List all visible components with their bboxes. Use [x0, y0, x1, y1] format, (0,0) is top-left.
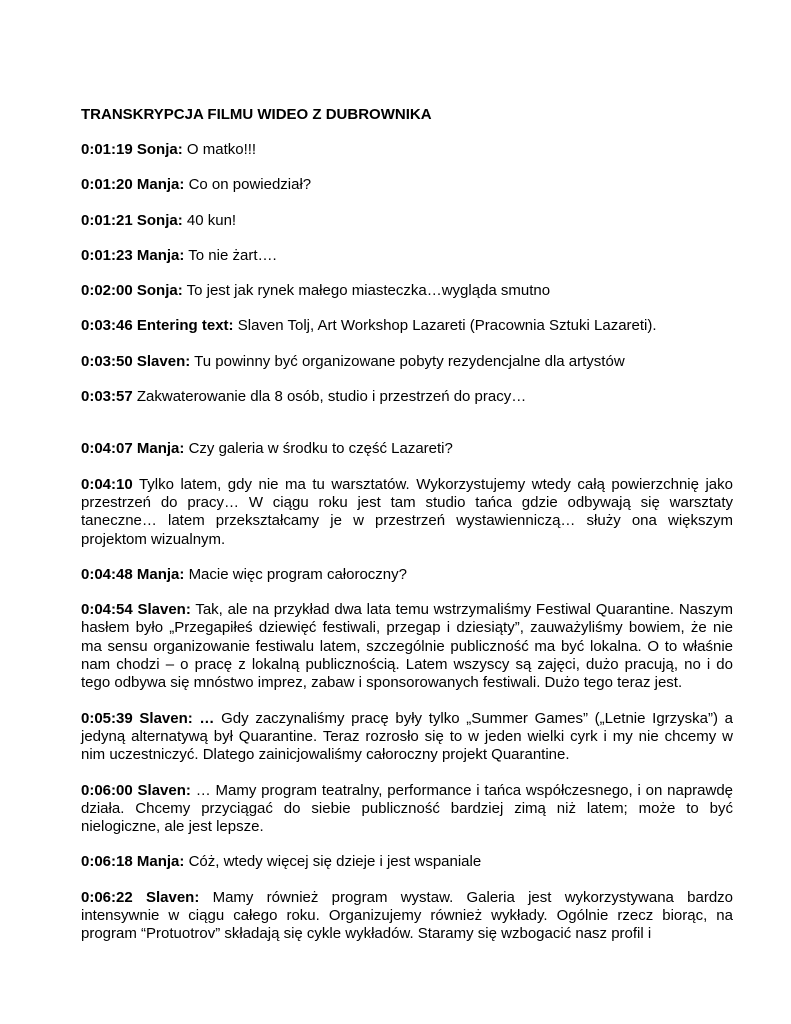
transcript-entry [81, 476, 733, 549]
speaker-name: Slaven: [137, 601, 191, 619]
transcript-entry [81, 176, 733, 194]
utterance-text: Mamy również program wystaw. Galeria jest wykorzystywana bardzo intensywnie w ciągu całego roku. Organizujemy również wykłady. Ogólnie rzecz biorąc, na program “Protuotrov” składają się cykle wykładów. Staramy się wzbogacić nasz profil i [81, 888, 734, 943]
transcript-entry [81, 388, 733, 406]
utterance-text: Tylko latem, gdy nie ma tu warsztatów. Wykorzystujemy wtedy całą powierzchnię jako przestrzeń do pracy… W ciągu roku jest tam studio tańca gdzie odbywają się warsztaty taneczne… latem przekształcamy je w przestrzeń wystawienniczą… służy ona większym projektom wizualnym. [81, 475, 733, 548]
transcript-entry [81, 710, 733, 765]
timestamp: 0:06:22 [81, 888, 133, 906]
transcript-entry [81, 566, 733, 584]
timestamp: 0:04:10 [81, 475, 133, 493]
timestamp: 0:01:21 [81, 211, 133, 229]
timestamp: 0:03:57 [81, 388, 133, 406]
transcript-entry [81, 141, 733, 159]
transcript-entry [81, 601, 733, 692]
timestamp: 0:02:00 [81, 282, 133, 300]
utterance-text: … Mamy program teatralny, performance i tańca współczesnego, i on naprawdę działa. Chcemy przyciągać do siebie publiczność bardziej zimą niż latem; może to być nielogiczne, ale jest lepsze. [81, 781, 734, 836]
utterance-text: 40 kun! [186, 211, 237, 229]
transcript-entry [81, 782, 733, 837]
speaker-name: Slaven: … [139, 709, 215, 727]
speaker-name: Sonja: [136, 282, 183, 300]
utterance-text: Zakwaterowanie dla 8 osób, studio i przestrzeń do pracy… [136, 388, 527, 406]
transcript-entries [81, 141, 733, 944]
timestamp: 0:03:50 [81, 352, 133, 370]
document-page [81, 106, 733, 961]
speaker-name: Sonja: [136, 141, 183, 158]
speaker-name: Manja: [136, 853, 185, 871]
transcript-entry [81, 212, 733, 230]
document-title: TRANSKRYPCJA FILMU WIDEO Z DUBROWNIKA [81, 106, 432, 123]
timestamp: 0:04:48 [81, 565, 133, 583]
utterance-text: Macie więc program całoroczny? [188, 565, 407, 583]
timestamp: 0:04:54 [81, 601, 133, 619]
utterance-text: O matko!!! [186, 141, 257, 158]
transcript-entry [81, 247, 733, 265]
speaker-name: Slaven: [136, 352, 191, 370]
speaker-name: Manja: [136, 565, 185, 583]
speaker-name: Manja: [136, 176, 185, 194]
transcript-entry [81, 282, 733, 300]
transcript-entry [81, 889, 733, 944]
speaker-name: Manja: [136, 246, 185, 264]
transcript-entry [81, 853, 733, 871]
utterance-text: Tu powinny być organizowane pobyty rezydencjalne dla artystów [194, 352, 625, 370]
utterance-text: Czy galeria w środku to część Lazareti? [188, 440, 453, 458]
utterance-text: Slaven Tolj, Art Workshop Lazareti (Pracownia Sztuki Lazareti). [237, 317, 657, 335]
timestamp: 0:04:07 [81, 440, 133, 458]
timestamp: 0:01:19 [81, 141, 133, 158]
speaker-name: Entering text: [136, 317, 234, 335]
utterance-text: Gdy zaczynaliśmy pracę były tylko „Summer Games” („Letnie Igrzyska”) a jedyną alternatywą był Quarantine. Teraz rozrosło się to w jeden wielki cyrk i my nie chcemy w nim uczestniczyć. Dlatego zainicjowaliśmy całoroczny projekt Quarantine. [81, 709, 734, 764]
timestamp: 0:06:18 [81, 853, 133, 871]
speaker-name: Slaven: [137, 781, 191, 799]
utterance-text: Cóż, wtedy więcej się dzieje i jest wspaniale [188, 853, 482, 871]
transcript-entry [81, 353, 733, 371]
timestamp: 0:06:00 [81, 781, 133, 799]
transcript-entry [81, 440, 733, 458]
speaker-name: Manja: [136, 440, 185, 458]
transcript-entry [81, 317, 733, 335]
timestamp: 0:01:20 [81, 176, 133, 194]
speaker-name: Slaven: [145, 888, 200, 906]
timestamp: 0:05:39 [81, 709, 133, 727]
timestamp: 0:01:23 [81, 246, 133, 264]
speaker-name: Sonja: [136, 211, 183, 229]
utterance-text: To nie żart…. [188, 246, 277, 264]
timestamp: 0:03:46 [81, 317, 133, 335]
utterance-text: To jest jak rynek małego miasteczka…wygląda smutno [186, 282, 551, 300]
utterance-text: Co on powiedział? [188, 176, 312, 194]
utterance-text: Tak, ale na przykład dwa lata temu wstrzymaliśmy Festiwal Quarantine. Naszym hasłem było „Przegapiłeś dziewięć festiwali, przegap i dziesiąty”, zauważyliśmy bowiem, że nie ma sensu organizowanie festiwalu latem, szczególnie publiczność ma być lokalna. O to właśnie nam chodzi – o pracę z lokalną publicznością. Latem wszyscy są zajęci, dużo pracują, no i do tego odbywa się mnóstwo imprez, zabaw i sponsorowanych festiwali. Dużo tego teraz jest. [81, 601, 733, 692]
